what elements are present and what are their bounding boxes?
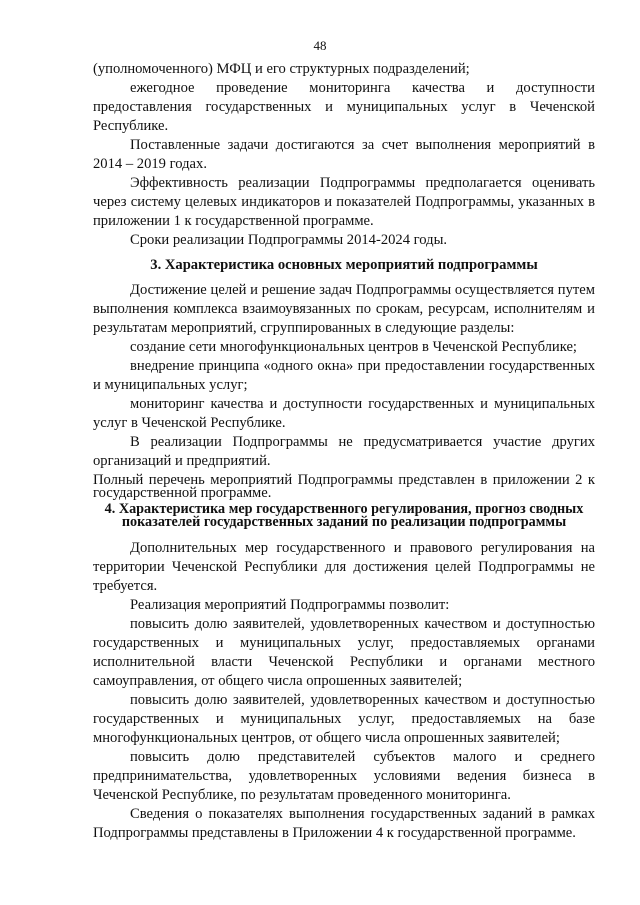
- section-4-paragraph-5: повысить долю представителей субъектов малого и среднего предпринимательства, удовлетворенных условиями ведения бизнеса в Чеченской Республике, по результатам проведенного мониторинга.: [93, 749, 595, 803]
- page-content: [93, 60, 595, 843]
- section-3-paragraph-1: Достижение целей и решение задач Подпрограммы осуществляется путем выполнения комплекса взаимоувязанных по срокам, ресурсам, исполнителям и результатам мероприятий, сгруппированных в следующие разделы:: [93, 282, 595, 336]
- section-3-paragraph-5: В реализации Подпрограммы не предусматривается участие других организаций и предприятий.: [93, 434, 595, 469]
- paragraph-top-3: Поставленные задачи достигаются за счет выполнения мероприятий в 2014 – 2019 годах.: [93, 137, 595, 172]
- section-3-full-list-note: Полный перечень мероприятий Подпрограммы представлен в приложении 2 к государственной программе.: [93, 472, 595, 501]
- section-4-paragraph-3: повысить долю заявителей, удовлетворенных качеством и доступностью государственных и муниципальных услуг, предоставляемых органами исполнительной власти Чеченской Республики и органами местного самоуправления, от общего числа опрошенных заявителей;: [93, 616, 595, 689]
- paragraph-top-2: ежегодное проведение мониторинга качества и доступности предоставления государственных и муниципальных услуг в Чеченской Республике.: [93, 80, 595, 134]
- paragraph-top-4: Эффективность реализации Подпрограммы предполагается оценивать через систему целевых индикаторов и показателей Подпрограммы, указанных в приложении 1 к государственной программе.: [93, 175, 595, 229]
- section-4-paragraph-4: повысить долю заявителей, удовлетворенных качеством и доступностью государственных и муниципальных услуг, предоставляемых на базе многофункциональных центров, от общего числа опрошенных заявителей;: [93, 692, 595, 746]
- paragraph-top-5: Сроки реализации Подпрограммы 2014-2024 годы.: [130, 232, 448, 248]
- section-4-paragraph-1: Дополнительных мер государственного и правового регулирования на территории Чеченской Республики для достижения целей Подпрограммы не требуется.: [93, 540, 595, 594]
- paragraph-top-1: (уполномоченного) МФЦ и его структурных подразделений;: [93, 61, 470, 77]
- section-3-heading: 3. Характеристика основных мероприятий подпрограммы: [150, 257, 538, 273]
- section-3-paragraph-2: создание сети многофункциональных центров в Чеченской Республике;: [130, 339, 577, 355]
- section-4-paragraph-6: Сведения о показателях выполнения государственных заданий в рамках Подпрограммы представлены в Приложении 4 к государственной программе.: [93, 806, 595, 841]
- section-4-paragraph-2: Реализация мероприятий Подпрограммы позволит:: [130, 597, 450, 613]
- section-4-heading: 4. Характеристика мер государственного регулирования, прогноз сводных показателей государственных заданий по реализации подпрограммы: [104, 501, 584, 530]
- section-3-paragraph-4: мониторинг качества и доступности государственных и муниципальных услуг в Чеченской Республике.: [93, 396, 595, 431]
- section-3-paragraph-3: внедрение принципа «одного окна» при предоставлении государственных и муниципальных услуг;: [93, 358, 595, 393]
- page-number: 48: [313, 38, 327, 53]
